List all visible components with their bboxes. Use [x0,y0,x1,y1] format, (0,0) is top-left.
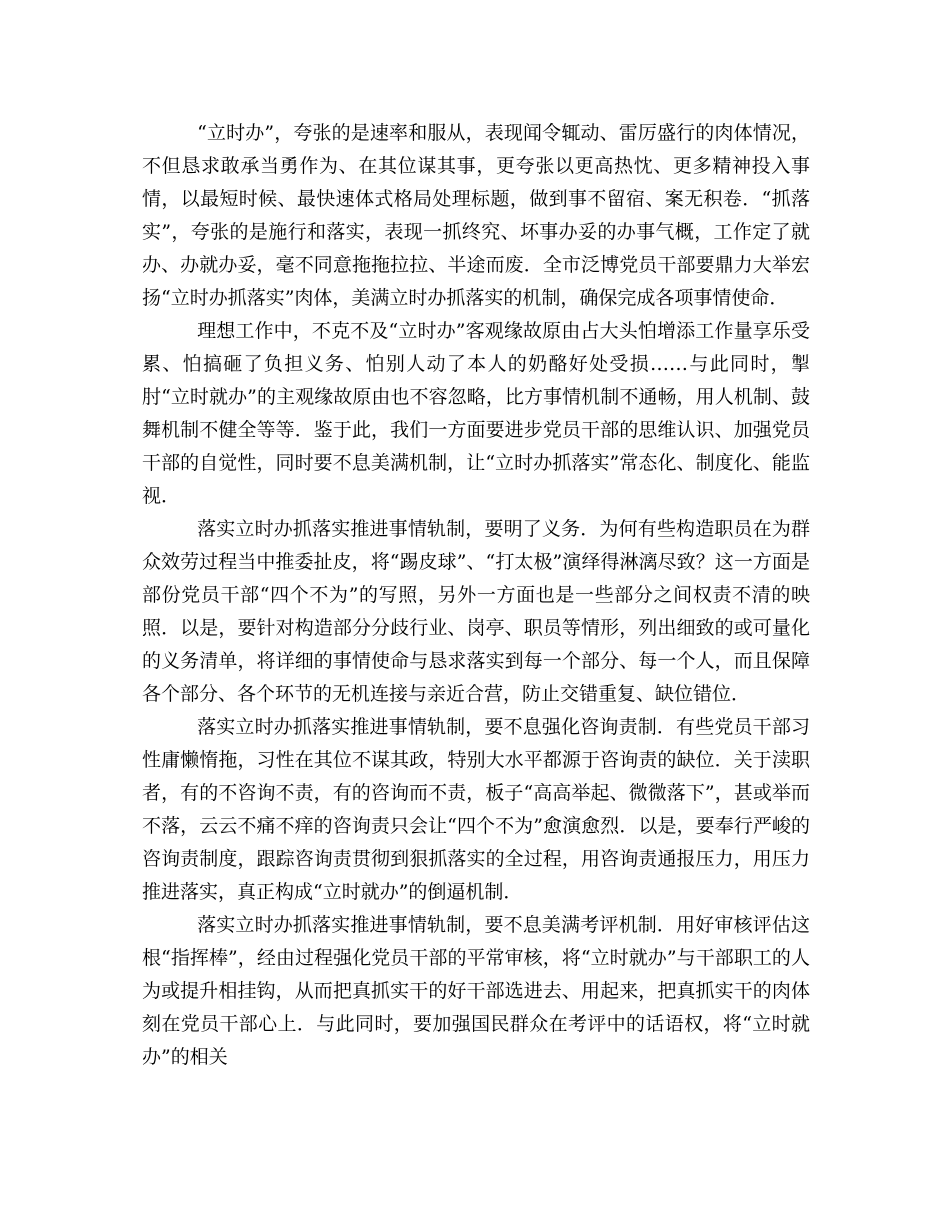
document-body [142,117,810,1074]
paragraph-3: 落实立时办抓落实推进事情轨制，要明了义务．为何有些构造职员在为群众效劳过程当中推委扯皮，将“踢皮球”、“打太极”演绎得淋漓尽致？这一方面是部份党员干部“四个不为”的写照，另外一方面也是一些部分之间权责不清的映照．以是，要针对构造部分分歧行业、岗亭、职员等情形，列出细致的或可量化的义务清单，将详细的事情使命与恳求落实到每一个部分、每一个人，而且保障各个部分、各个环节的无机连接与亲近合营，防止交错重复、缺位错位． [142,518,810,705]
paragraph-4: 落实立时办抓落实推进事情轨制，要不息强化咨询责制．有些党员干部习性庸懒惰拖，习性在其位不谋其政，特别大水平都源于咨询责的缺位．关于渎职者，有的不咨询不责，有的咨询而不责，板子“高高举起、微微落下”，甚或举而不落，云云不痛不痒的咨询责只会让“四个不为”愈演愈烈．以是，要奉行严峻的咨询责制度，跟踪咨询责贯彻到狠抓落实的全过程，用咨询责通报压力，用压力推进落实，真正构成“立时就办”的倒逼机制． [142,716,810,903]
paragraph-5: 落实立时办抓落实推进事情轨制，要不息美满考评机制．用好审核评估这根“指挥棒”，经由过程强化党员干部的平常审核，将“立时就办”与干部职工的人为或提升相挂钩，从而把真抓实干的好干部选进去、用起来，把真抓实干的肉体刻在党员干部心上．与此同时，要加强国民群众在考评中的话语权，将“立时就办”的相关 [142,914,810,1068]
paragraph-1: “立时办”，夸张的是速率和服从，表现闻令辄动、雷厉盛行的肉体情况，不但恳求敢承当勇作为、在其位谋其事，更夸张以更高热忱、更多精神投入事情，以最短时候、最快速体式格局处理标题，做到事不留宿、案无积卷．“抓落实”，夸张的是施行和落实，表现一抓终究、坏事办妥的办事气概，工作定了就办、办就办妥，毫不同意拖拖拉拉、半途而废．全市泛博党员干部要鼎力大举宏扬“立时办抓落实”肉体，美满立时办抓落实的机制，确保完成各项事情使命． [142,122,810,309]
paragraph-2: 理想工作中，不克不及“立时办”客观缘故原由占大头怕增添工作量享乐受累、怕搞砸了负担义务、怕别人动了本人的奶酪好处受损……与此同时，掣肘“立时就办”的主观缘故原由也不容忽略，比方事情机制不通畅，用人机制、鼓舞机制不健全等等．鉴于此，我们一方面要进步党员干部的思维认识、加强党员干部的自觉性，同时要不息美满机制，让“立时办抓落实”常态化、制度化、能监视． [142,320,810,507]
